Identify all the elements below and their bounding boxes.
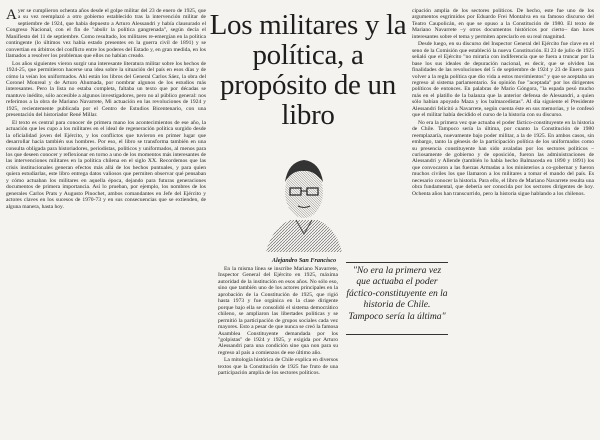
article-paragraph: Desde luego, en su discurso del Inspector General del Ejército fue clave en el seno de la Comisión que estableció la nueva Constitución. El 23 de julio de 1925 señaló que el Ejército "no miraría con indiferencia que se fuera a truncar por la base los sus ideales de depuración nacional, es decir, que se olviden las finalidades de las revoluciones del 5 de septiembre de 1924 y 23 de Enero para volver a la regla política que dio vida a estos movimientos" y que se aceptaba un regreso al sistema parlamentario. Su opinión fue "aceptada" por los dirigentes políticos de entonces. En palabras de Mario Góngora, "la espada pesó mucho más en el platillo de la balanza que la anterior defensa de Alessandri, a quien sólo habían apoyado Maza y los balmacedistas". Al día siguiente el Presidente Alessandri felicitó a Navarrete, según cuenta éste en sus memorias, y le confesó que el militar había decidido el curso de la historia con su discurso. <box>412 41 594 119</box>
article-paragraph: cipación amplia de los sectores políticos. De hecho, este fue uno de los argumentos esgrimidos por Eduardo Frei Montalva en su famoso discurso del Teatro Caupolicán, en que se opuso a la Constitución de 1980. El texto de Mariano Navarrete –y otros documentos históricos por cierto– dan luces interesantes sobre el tema y permiten apreciarlo en su real magnitud. <box>412 8 594 40</box>
paragraph-text: yer se cumplieron ochenta años desde el golpe militar del 23 de enero de 1925, que a su vez reemplazó a otro gobierno establecido tras la intervención militar de septiembre de 1924, que había depuesto a Arturo Alessandri y había clausurado el Congreso Nacional, con el fin de "abolir la política gangrenada", según decía el Manifiesto del 11 de septiembre. Como resultado, los militares re-emergían en la política contingente (lo últimos vez había estado presentes en la guerra civil de 1891) y se convertían en árbitros del conflicto entre los poderes del Estado y, en gran medida, en los llamados a resolver los problemas que ellos no habían creado. <box>6 8 206 60</box>
author-portrait <box>222 148 386 252</box>
article-column-1 <box>6 8 206 438</box>
portrait-caption: Alejandro San Francisco <box>271 257 337 264</box>
article-column-2 <box>218 266 338 438</box>
article-paragraph: La mitología histórica de Chile explica en diversos textos que la Constitución de 1925 fue fruto de una participación amplia de los sectores políticos. <box>218 357 338 377</box>
article-paragraph: El texto es central para conocer de primera mano los acontecimientos de ese año, la actuación que les cupo a los militares en el ideal de regeneración política surgido desde la oficialidad joven del Ejército, y los conflictos que tuvieron en primer lugar que desarrollar hacia también sus hombres. Por eso, el libro se transforma también en una consulta obligada para historiadores, periodistas, políticos y uniformados, al menos para los que deseen conocer y reflexionar en torno a uno de los momentos más interesantes de las intervenciones militares en la política chilena en el siglo XX. Recordemos que las crisis institucionales generan efectos más allá de los hechos puntuales, y para quien quiera estudiarlas, este libro entrega datos valiosos que permiten observar qué pensaban y cómo actuaban los militares en aquella época, dejando para futuras generaciones documentos de primera importancia. Así lo prueban, por ejemplo, los nombres de los generales Carlos Prats y Augusto Pinochet, ambos comandantes en Jefe del Ejército y actores claves en los sucesos de 1970-73 y en sus consecuencias que se extienden, de alguna manera, hasta hoy. <box>6 119 206 210</box>
headline: Los militares y la política, a propósito de un libro <box>209 9 407 131</box>
article-paragraph: Los años siguientes vieron surgir una interesante literatura militar sobre los hechos de 1924-25, que permitieron hacerse una idea sobre la situación del país en esos días y de cómo la veían los uniformados. Ahí están los libros del General Carlos Sáez, la obra del Coronel Monreal y de Arturo Ahumada, por nombrar algunos de los estudios más interesantes. Pero la lista no estaba completa, faltaba un texto que por décadas se mantuvo inédito, sólo accesible a algunos investigadores, pero no al público general: nos referimos a la obra de Mariano Navarrete, Mi actuación en las revoluciones de 1924 y 1925, recientemente publicada por el Centro de Estudios Bicentenario, con una presentación del historiador René Millar. <box>6 60 206 119</box>
article-paragraph <box>6 8 206 60</box>
article-paragraph: En la misma línea se inscribe Mariano Navarrete, Inspector General del Ejército en 1925, máxima autoridad de la institución en esos años. No sólo eso, sino que también uno de los actores principales en la aprobación de la Constitución de 1925, que rigió hasta 1973 y fue orgánica en la clase dirigente porque bajo ella se consolidó el sistema democrático chileno, se ampliaron las libertades políticas y se permitió la participación de grupos sociales cada vez mayores. Esto a pesar de que nunca se creó la famosa Asamblea Constituyente demandada por los "golpistas" de 1924 y 1925, y exigida por Arturo Alessandri para una condición sine qua non para su regreso al país a comienzos de ese último año. <box>218 266 338 356</box>
article-paragraph: No era la primera vez que actuaba el poder fáctico-constituyente en la historia de Chile. Tampoco sería la última, por cuanto la Constitución de 1980 reemplazaría, nuevamente bajo poder militar, a la de 1925. En ambos casos, sin embargo, tanto la génesis de la participación política de los uniformados como su presencia constituyente han sido avaladas por los sectores políticos –curiosamente de gobierno y de oposición, fueron las administraciones de Alessandri y Allende (también lo había hecho Balmaceda en 1890 y 1891) los que convocaron a las fuerzas Armadas a los ministerios a co-gobernar y fueron muchos civiles los que llamaron a los militares a tomar el mando del país. Es necesario conocer la historia. Para ello, el libro de Mariano Navarrete resulta una obra fundamental, que debería ser conocida por los sectores dirigentes de hoy. Ochenta años han transcurrido, pero la historia sigue hablando a los chilenos. <box>412 119 594 197</box>
portrait-sketch-icon <box>222 148 386 252</box>
pull-quote: "No era la primera vez que actuaba el poder fáctico-constituyente en la historia de Chile. Tampoco sería la última" <box>346 265 448 322</box>
article-column-3 <box>412 8 594 438</box>
drop-cap: A <box>6 8 17 23</box>
